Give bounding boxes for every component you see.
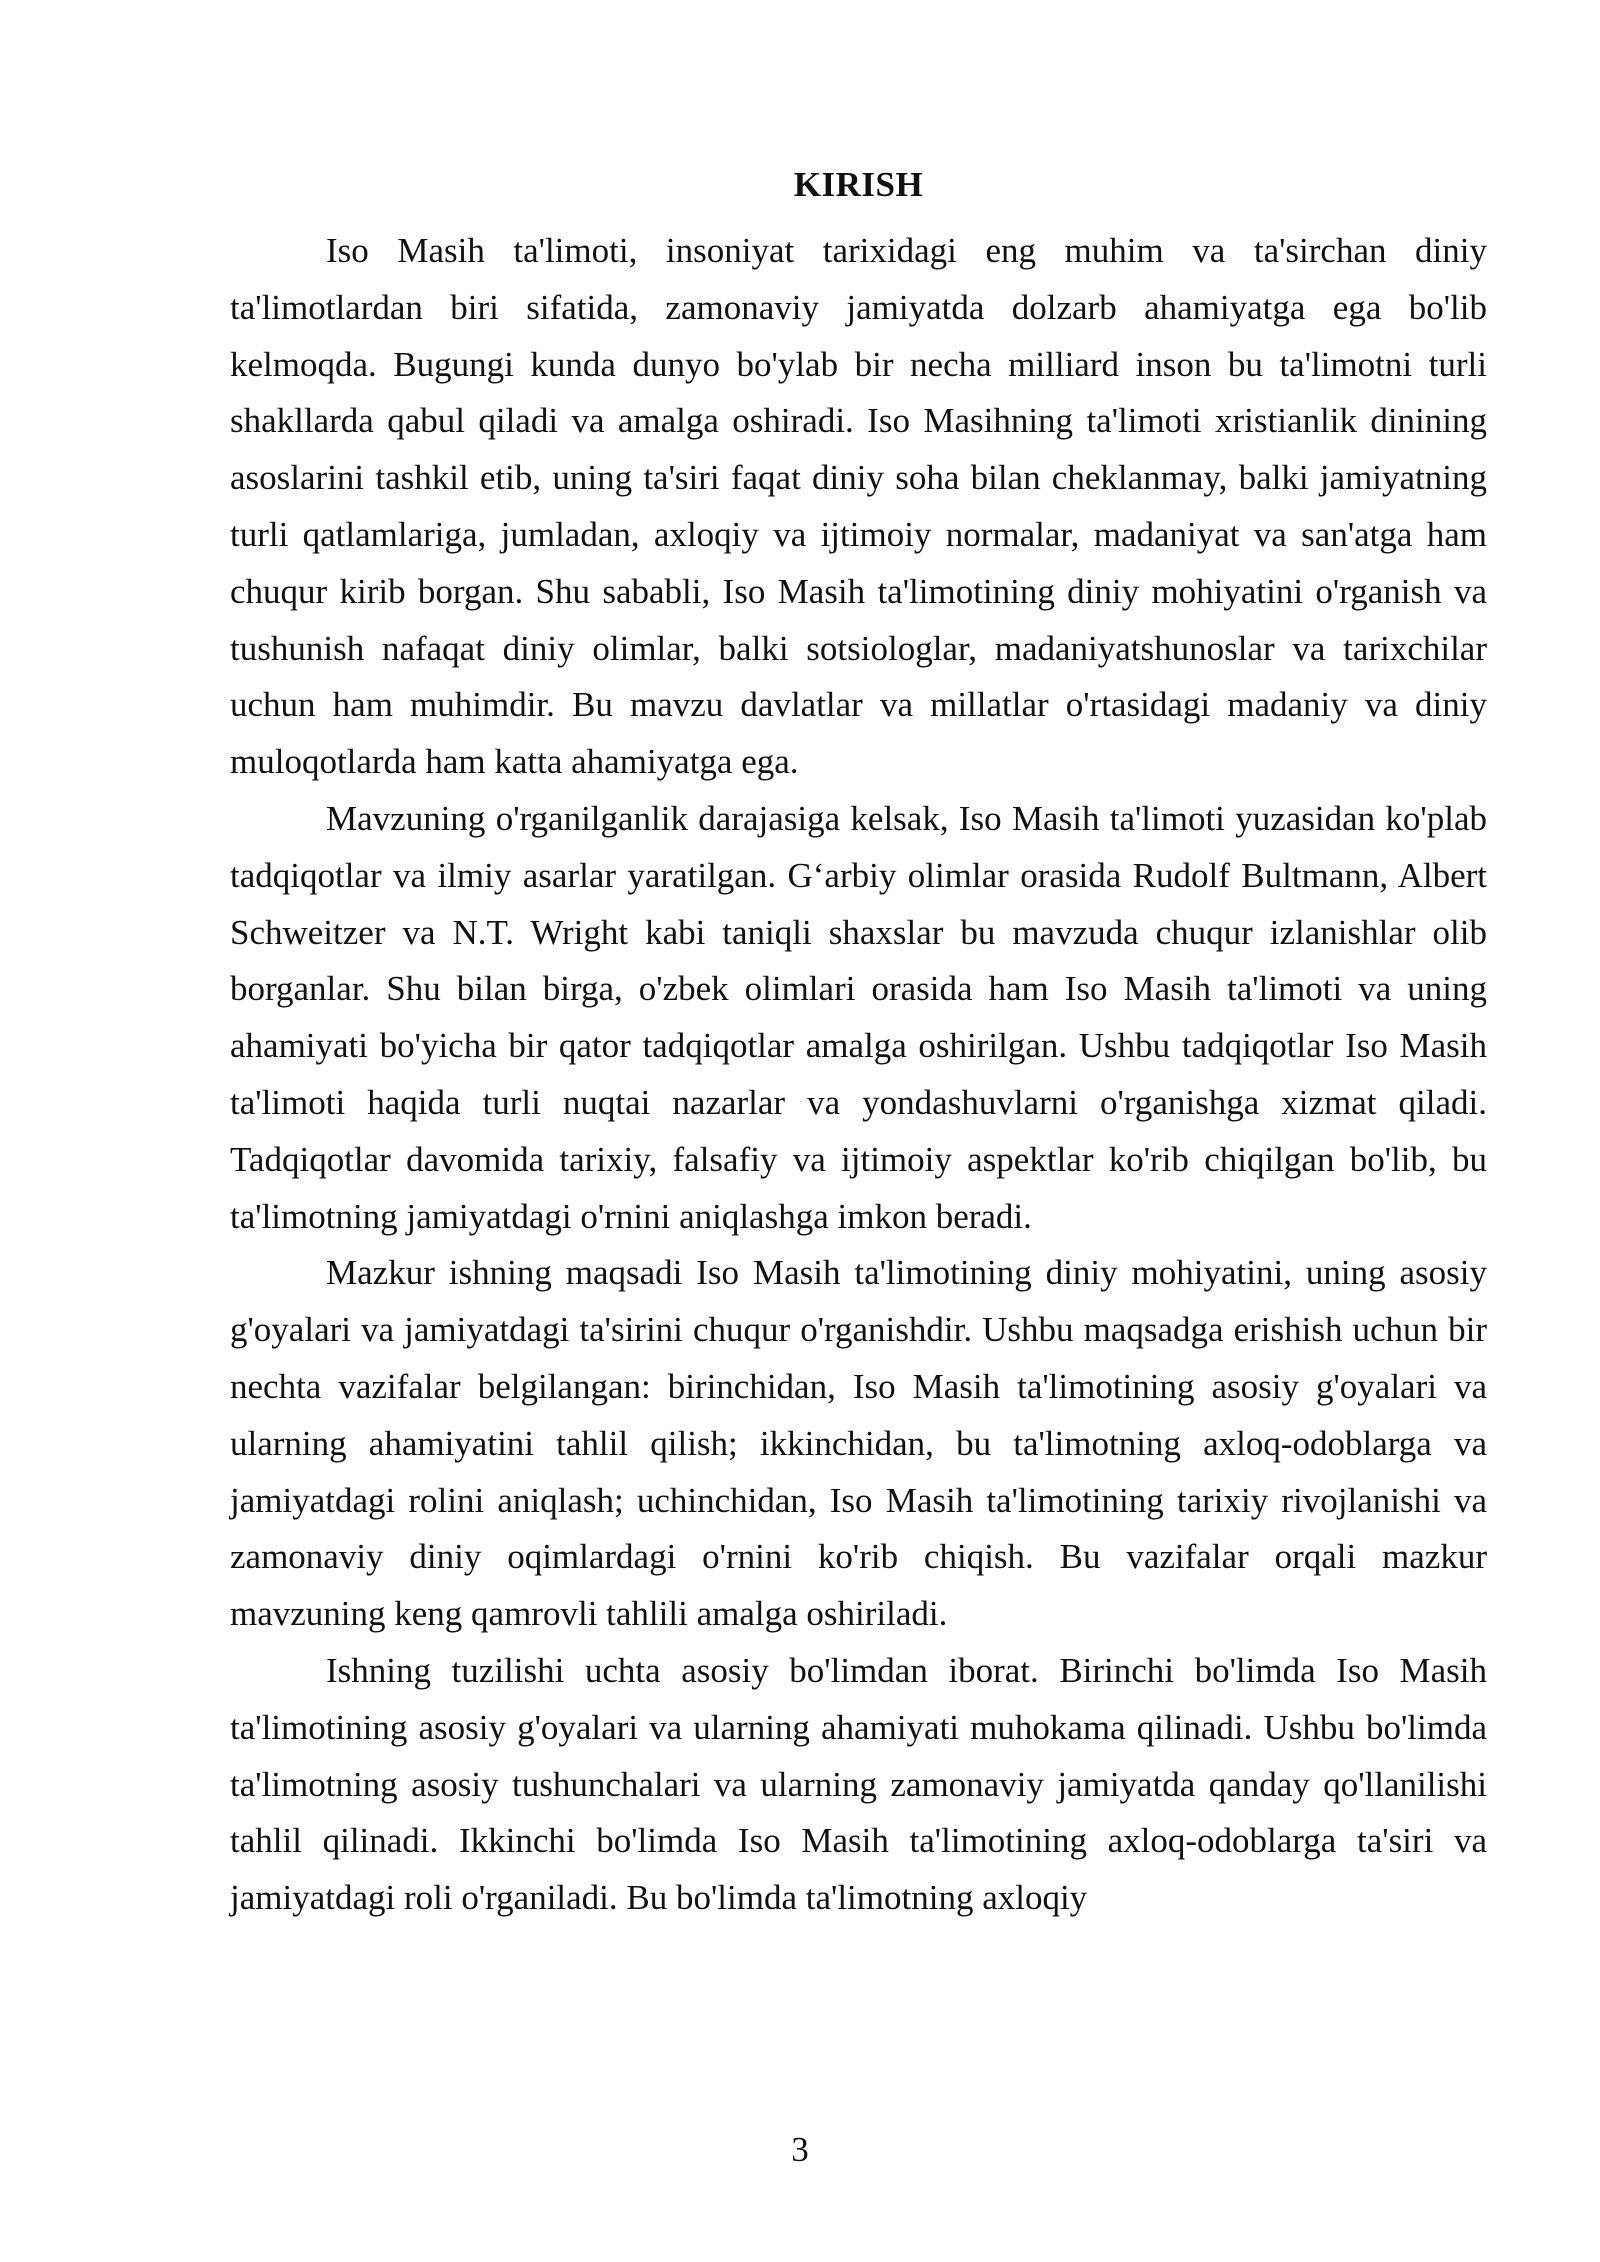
paragraph-literature-review: Mavzuning o'rganilganlik darajasiga kelsak, Iso Masih ta'limoti yuzasidan ko'plab tadqiqotlar va ilmiy asarlar yaratilgan. G‘arbiy olimlar orasida Rudolf Bultmann, Albert Schweitzer va N.T. Wright kabi taniqli shaxslar bu mavzuda chuqur izlanishlar olib borganlar. Shu bilan birga, o'zbek olimlari orasida ham Iso Masih ta'limoti va uning ahamiyati bo'yicha bir qator tadqiqotlar amalga oshirilgan. Ushbu tadqiqotlar Iso Masih ta'limoti haqida turli nuqtai nazarlar va yondashuvlarni o'rganishga xizmat qiladi. Tadqiqotlar davomida tarixiy, falsafiy va ijtimoiy aspektlar ko'rib chiqilgan bo'lib, bu ta'limotning jamiyatdagi o'rnini aniqlashga imkon beradi.: [230, 798, 1487, 1236]
page-number: 3: [791, 2130, 809, 2169]
paragraph-relevance: Iso Masih ta'limoti, insoniyat tarixidagi eng muhim va ta'sirchan diniy ta'limotlardan biri sifatida, zamonaviy jamiyatda dolzarb ahamiyatga ega bo'lib kelmoqda. Bugungi kunda dunyo bo'ylab bir necha milliard inson bu ta'limotni turli shakllarda qabul qiladi va amalga oshiradi. Iso Masihning ta'limoti xristianlik dinining asoslarini tashkil etib, uning ta'siri faqat diniy soha bilan cheklanmay, balki jamiyatning turli qatlamlariga, jumladan, axloqiy va ijtimoiy normalar, madaniyat va san'atga ham chuqur kirib borgan. Shu sababli, Iso Masih ta'limotining diniy mohiyatini o'rganish va tushunish nafaqat diniy olimlar, balki sotsiologlar, madaniyatshunoslar va tarixchilar uchun ham muhimdir. Bu mavzu davlatlar va millatlar o'rtasidagi madaniy va diniy muloqotlarda ham katta ahamiyatga ega.: [230, 231, 1487, 782]
page-title: KIRISH: [793, 165, 924, 204]
paragraph-structure: Ishning tuzilishi uchta asosiy bo'limdan iborat. Birinchi bo'limda Iso Masih ta'limotining asosiy g'oyalari va ularning ahamiyati muhokama qilinadi. Ushbu bo'limda ta'limotning asosiy tushunchalari va ularning zamonaviy jamiyatda qanday qo'llanilishi tahlil qilinadi. Ikkinchi bo'limda Iso Masih ta'limotining axloq-odoblarga ta'siri va jamiyatdagi roli o'rganiladi. Bu bo'limda ta'limotning axloqiy: [230, 1650, 1487, 1918]
paragraph-aims-objectives: Mazkur ishning maqsadi Iso Masih ta'limotining diniy mohiyatini, uning asosiy g'oyalari va jamiyatdagi ta'sirini chuqur o'rganishdir. Ushbu maqsadga erishish uchun bir nechta vazifalar belgilangan: birinchidan, Iso Masih ta'limotining asosiy g'oyalari va ularning ahamiyatini tahlil qilish; ikkinchidan, bu ta'limotning axloq-odoblarga va jamiyatdagi rolini aniqlash; uchinchidan, Iso Masih ta'limotining tarixiy rivojlanishi va zamonaviy diniy oqimlardagi o'rnini ko'rib chiqish. Bu vazifalar orqali mazkur mavzuning keng qamrovli tahlili amalga oshiriladi.: [230, 1253, 1487, 1634]
document-page: [230, 165, 1487, 1927]
